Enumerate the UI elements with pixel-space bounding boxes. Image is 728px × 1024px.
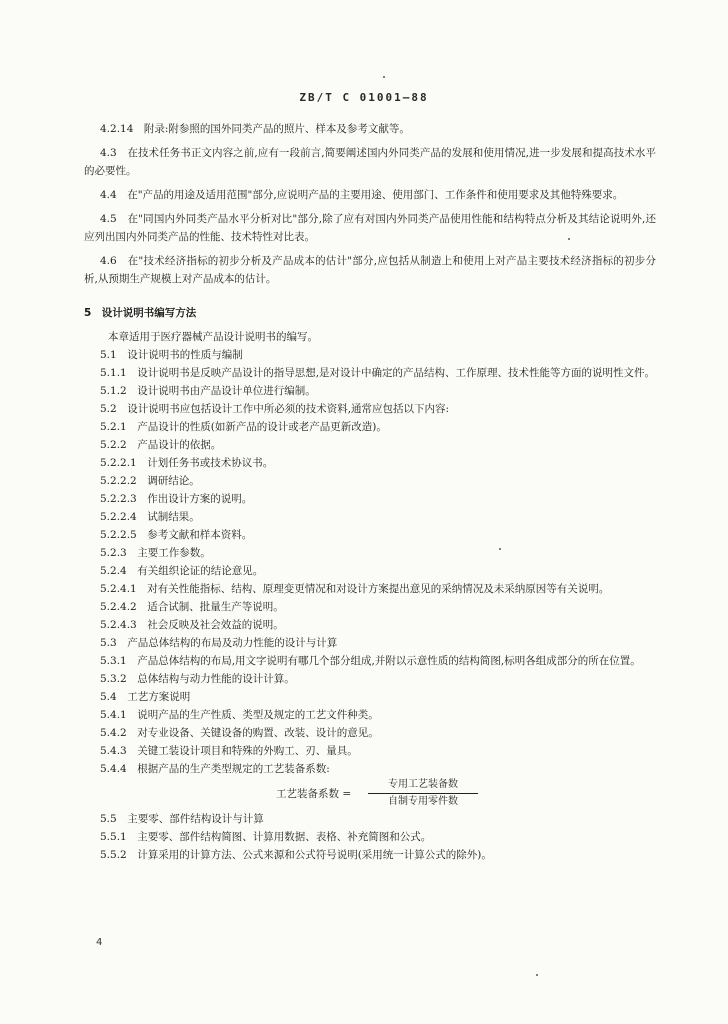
clause-5-2-1: 5.2.1 产品设计的性质(如新产品的设计或老产品更新改造)。 bbox=[100, 421, 387, 433]
clause-5-2-2-4: 5.2.2.4 试制结果。 bbox=[100, 511, 200, 523]
clause-5-1-1: 5.1.1 设计说明书是反映产品设计的指导思想,是对设计中确定的产品结构、工作原理、技术性能等方面的说明性文件。 bbox=[100, 367, 656, 379]
scan-speck bbox=[536, 974, 538, 976]
clause-5-4-2: 5.4.2 对专业设备、关键设备的购置、改装、设计的意见。 bbox=[100, 727, 379, 739]
clause-5-4-4: 5.4.4 根据产品的生产类型规定的工艺装备系数: bbox=[100, 763, 330, 775]
tooling-coefficient-formula bbox=[84, 778, 656, 810]
clause-5-1: 5.1 设计说明书的性质与编制 bbox=[100, 349, 243, 361]
clause-4-2-14: 4.2.14 附录:附参照的国外同类产品的照片、样本及参考文献等。 bbox=[100, 123, 410, 135]
clause-4-4: 4.4 在"产品的用途及适用范围"部分,应说明产品的主要用途、使用部门、工作条件和使用要求及其他特殊要求。 bbox=[100, 189, 624, 201]
formula-denominator: 自制专用零件数 bbox=[388, 796, 458, 807]
clause-5-4: 5.4 工艺方案说明 bbox=[100, 691, 191, 703]
clause-5-2-4-1: 5.2.4.1 对有关性能指标、结构、原理变更情况和对设计方案提出意见的采纳情况及未采纳原因等有关说明。 bbox=[100, 583, 610, 595]
scan-speck bbox=[499, 548, 501, 550]
clause-4-3: 4.3 在技术任务书正文内容之前,应有一段前言,简要阐述国内外同类产品的发展和使用情况,进一步发展和提高技术水平的必要性。 bbox=[84, 147, 656, 177]
clause-5-2-3: 5.2.3 主要工作参数。 bbox=[100, 547, 211, 559]
clause-5-5: 5.5 主要零、部件结构设计与计算 bbox=[100, 813, 264, 825]
clause-5-2-2-1: 5.2.2.1 计划任务书或技术协议书。 bbox=[100, 457, 274, 469]
clause-5-4-3: 5.4.3 关键工装设计项目和特殊的外购工、刃、量具。 bbox=[100, 745, 358, 757]
clause-4-5: 4.5 在"同国内外同类产品水平分析对比"部分,除了应有对国内外同类产品使用性能和结构特点分析及其结论说明外,还应列出国内外同类产品的性能、技术特性对比表。 bbox=[84, 213, 656, 243]
clause-5-5-1: 5.5.1 主要零、部件结构简图、计算用数据、表格、补充简图和公式。 bbox=[100, 831, 432, 843]
clause-5-4-1: 5.4.1 说明产品的生产性质、类型及规定的工艺文件种类。 bbox=[100, 709, 379, 721]
page-number: 4 bbox=[96, 937, 103, 948]
clause-5-2-4: 5.2.4 有关组织论证的结论意见。 bbox=[100, 565, 264, 577]
clause-5-3: 5.3 产品总体结构的布局及动力性能的设计与计算 bbox=[100, 637, 338, 649]
formula-numerator: 专用工艺装备数 bbox=[368, 778, 478, 794]
standard-number-header: ZB/T C 01001—88 bbox=[299, 91, 429, 104]
section-5-intro: 本章适用于医疗器械产品设计说明书的编写。 bbox=[108, 331, 318, 343]
clause-5-2-4-3: 5.2.4.3 社会反映及社会效益的说明。 bbox=[100, 619, 284, 631]
clause-4-6: 4.6 在"技术经济指标的初步分析及产品成本的估计"部分,应包括从制造上和使用上对产品主要技术经济指标的初步分析,从预期生产规模上对产品成本的估计。 bbox=[84, 255, 656, 285]
clause-5-3-1: 5.3.1 产品总体结构的布局,用文字说明有哪几个部分组成,并附以示意性质的结构简图,标明各组成部分的所在位置。 bbox=[100, 655, 641, 667]
section-5-heading: 5 设计说明书编写方法 bbox=[84, 307, 197, 319]
scan-speck bbox=[568, 238, 570, 240]
formula-fraction bbox=[368, 778, 478, 809]
clause-5-2-4-2: 5.2.4.2 适合试制、批量生产等说明。 bbox=[100, 601, 284, 613]
scan-speck bbox=[383, 76, 385, 78]
clause-5-2-2: 5.2.2 产品设计的依据。 bbox=[100, 439, 222, 451]
document-body bbox=[84, 120, 656, 864]
clause-5-2-2-3: 5.2.2.3 作出设计方案的说明。 bbox=[100, 493, 253, 505]
clause-5-2-2-5: 5.2.2.5 参考文献和样本资料。 bbox=[100, 529, 253, 541]
clause-5-2: 5.2 设计说明书应包括设计工作中所必须的技术资料,通常应包括以下内容: bbox=[100, 403, 450, 415]
clause-5-5-2: 5.5.2 计算采用的计算方法、公式来源和公式符号说明(采用统一计算公式的除外)。 bbox=[100, 849, 492, 861]
clause-5-1-2: 5.1.2 设计说明书由产品设计单位进行编制。 bbox=[100, 385, 316, 397]
clause-5-3-2: 5.3.2 总体结构与动力性能的设计计算。 bbox=[100, 673, 295, 685]
clause-5-2-2-2: 5.2.2.2 调研结论。 bbox=[100, 475, 200, 487]
formula-label: 工艺装备系数 = bbox=[276, 788, 352, 800]
